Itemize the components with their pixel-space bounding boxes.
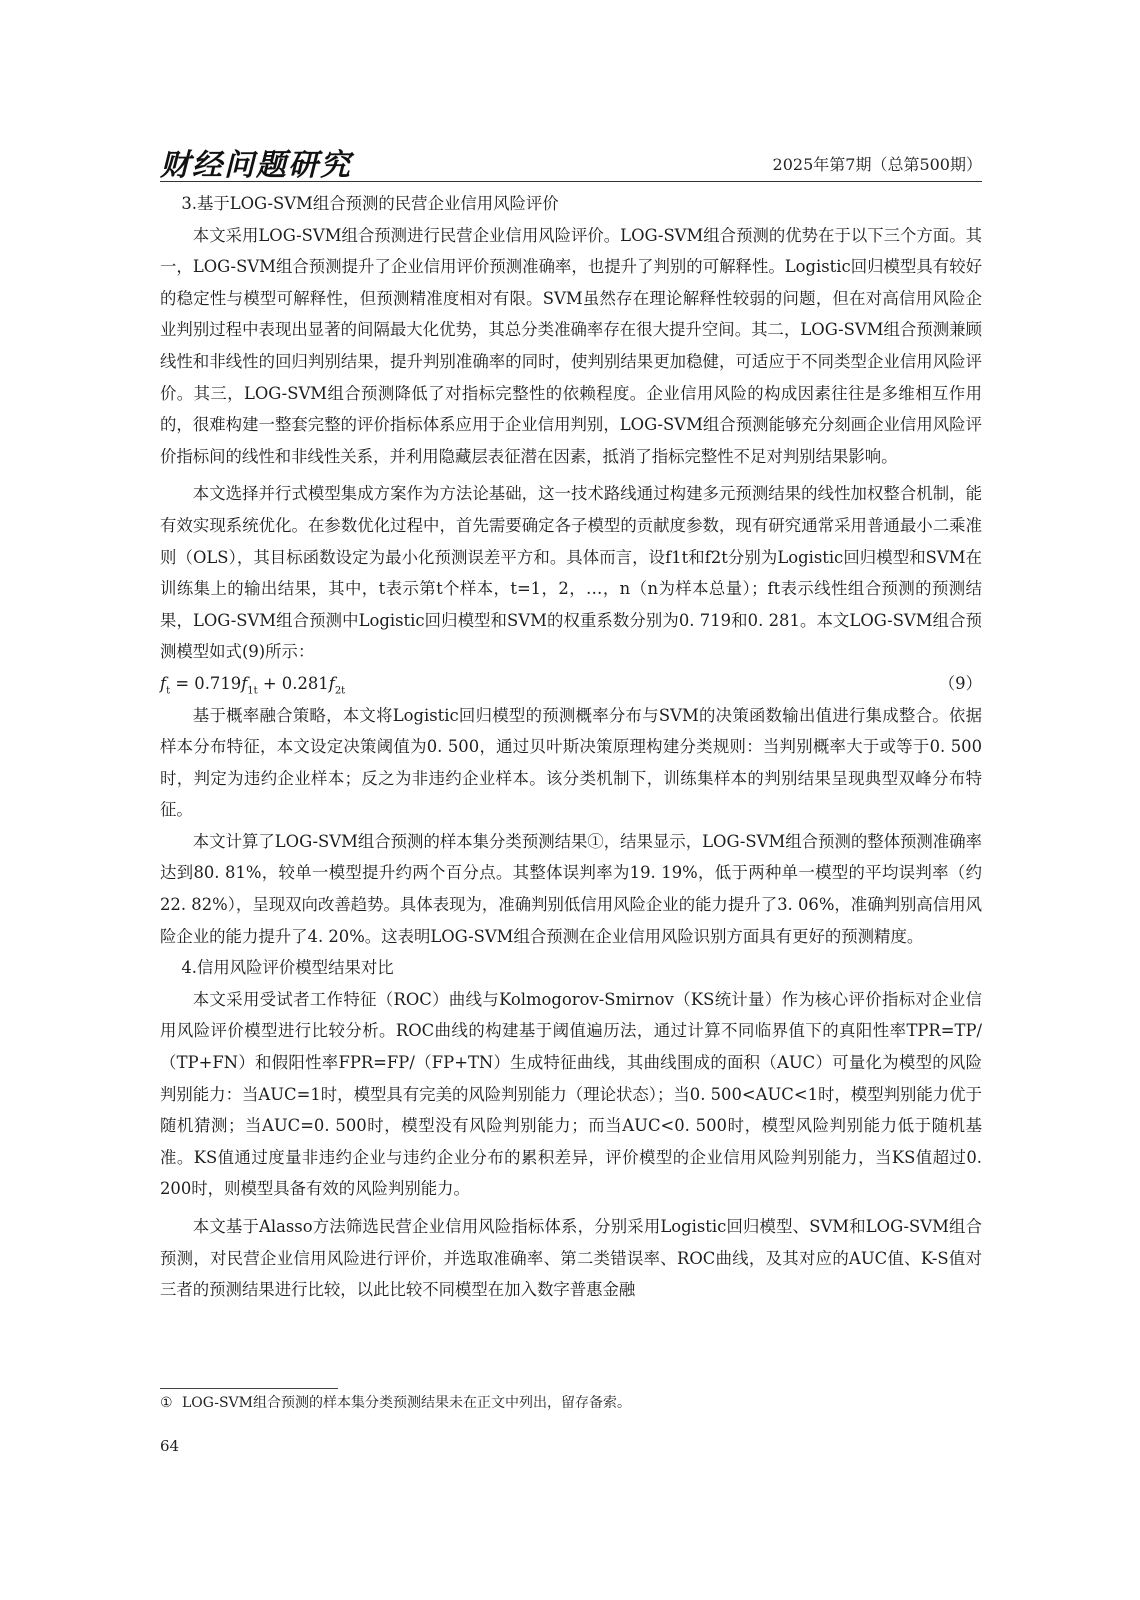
paragraph: 本文选择并行式模型集成方案作为方法论基础，这一技术路线通过构建多元预测结果的线性加权整合机制，能有效实现系统优化。在参数优化过程中，首先需要确定各子模型的贡献度参数，现有研究通常采用普通最小二乘准则（OLS），其目标函数设定为最小化预测误差平方和。具体而言，设f1t和f2t分别为Logistic回归模型和SVM在训练集上的输出结果，其中，t表示第t个样本，t=1，2，…，n（n为样本总量）；ft表示线性组合预测的预测结果，LOG-SVM组合预测中Logistic回归模型和SVM的权重系数分别为0. 719和0. 281。本文LOG-SVM组合预测模型如式(9)所示：	[160, 484, 982, 662]
issue-info: 2025年第7期（总第500期）	[772, 155, 982, 174]
equation-number: （9）	[938, 673, 982, 693]
header-rule	[160, 181, 982, 182]
body-text	[160, 188, 982, 1306]
page-number: 64	[160, 1437, 180, 1455]
paragraph: 基于概率融合策略，本文将Logistic回归模型的预测概率分布与SVM的决策函数输出值进行集成整合。依据样本分布特征，本文设定决策阈值为0. 500，通过贝叶斯决策原理构建分类规则：当判别概率大于或等于0. 500时，判定为违约企业样本；反之为非违约企业样本。该分类机制下，训练集样本的判别结果呈现典型双峰分布特征。	[160, 705, 982, 820]
section-heading-3: 3.基于LOG-SVM组合预测的民营企业信用风险评价	[181, 194, 559, 213]
section-heading-4: 4.信用风险评价模型结果对比	[181, 958, 394, 978]
equation-9	[160, 668, 982, 700]
footnote	[160, 1393, 982, 1413]
paragraph: 本文采用受试者工作特征（ROC）曲线与Kolmogorov-Smirnov（KS统计量）作为核心评价指标对企业信用风险评价模型进行比较分析。ROC曲线的构建基于阈值遍历法，通过计算不同临界值下的真阳性率TPR=TP/（TP+FN）和假阳性率FPR=FP/（FP+TN）生成特征曲线，其曲线围成的面积（AUC）可量化为模型的风险判别能力：当AUC=1时，模型具有完美的风险判别能力（理论状态）；当0. 500<AUC<1时，模型判别能力优于随机猜测；当AUC=0. 500时，模型没有风险判别能力；而当AUC<0. 500时，模型风险判别能力低于随机基准。KS值通过度量非违约企业与违约企业分布的累积差异，评价模型的企业信用风险判别能力，当KS值超过0. 200时，则模型具备有效的风险判别能力。	[160, 989, 982, 1199]
journal-logo: 财经问题研究	[160, 148, 352, 183]
equation-expression: $f_t = 0.719f_{1t} + 0.281f_{2t}$	[160, 673, 346, 697]
footnote-mark: ①	[160, 1395, 173, 1411]
paragraph: 本文采用LOG-SVM组合预测进行民营企业信用风险评价。LOG-SVM组合预测的优势在于以下三个方面。其一，LOG-SVM组合预测提升了企业信用评价预测准确率，也提升了判别的可解释性。Logistic回归模型具有较好的稳定性与模型可解释性，但预测精准度相对有限。SVM虽然存在理论解释性较弱的问题，但在对高信用风险企业判别过程中表现出显著的间隔最大化优势，其总分类准确率存在很大提升空间。其二，LOG-SVM组合预测兼顾线性和非线性的回归判别结果，提升判别准确率的同时，使判别结果更加稳健，可适应于不同类型企业信用风险评价。其三，LOG-SVM组合预测降低了对指标完整性的依赖程度。企业信用风险的构成因素往往是多维相互作用的，很难构建一整套完整的评价指标体系应用于企业信用判别，LOG-SVM组合预测能够充分刻画企业信用风险评价指标间的线性和非线性关系，并利用隐藏层表征潜在因素，抵消了指标完整性不足对判别结果影响。	[160, 225, 982, 466]
footnote-text: LOG-SVM组合预测的样本集分类预测结果未在正文中列出，留存备索。	[182, 1395, 631, 1411]
paragraph: 本文基于Alasso方法筛选民营企业信用风险指标体系，分别采用Logistic回归模型、SVM和LOG-SVM组合预测，对民营企业信用风险进行评价，并选取准确率、第二类错误率、ROC曲线，及其对应的AUC值、K-S值对三者的预测结果进行比较，以此比较不同模型在加入数字普惠金融	[160, 1217, 982, 1300]
footnote-rule	[160, 1388, 338, 1389]
running-header	[160, 140, 982, 183]
paragraph: 本文计算了LOG-SVM组合预测的样本集分类预测结果①，结果显示，LOG-SVM组合预测的整体预测准确率达到80. 81%，较单一模型提升约两个百分点。其整体误判率为19. 19%，低于两种单一模型的平均误判率（约22. 82%），呈现双向改善趋势。具体表现为，准确判别低信用风险企业的能力提升了3. 06%，准确判别高信用风险企业的能力提升了4. 20%。这表明LOG-SVM组合预测在企业信用风险识别方面具有更好的预测精度。	[160, 831, 982, 946]
